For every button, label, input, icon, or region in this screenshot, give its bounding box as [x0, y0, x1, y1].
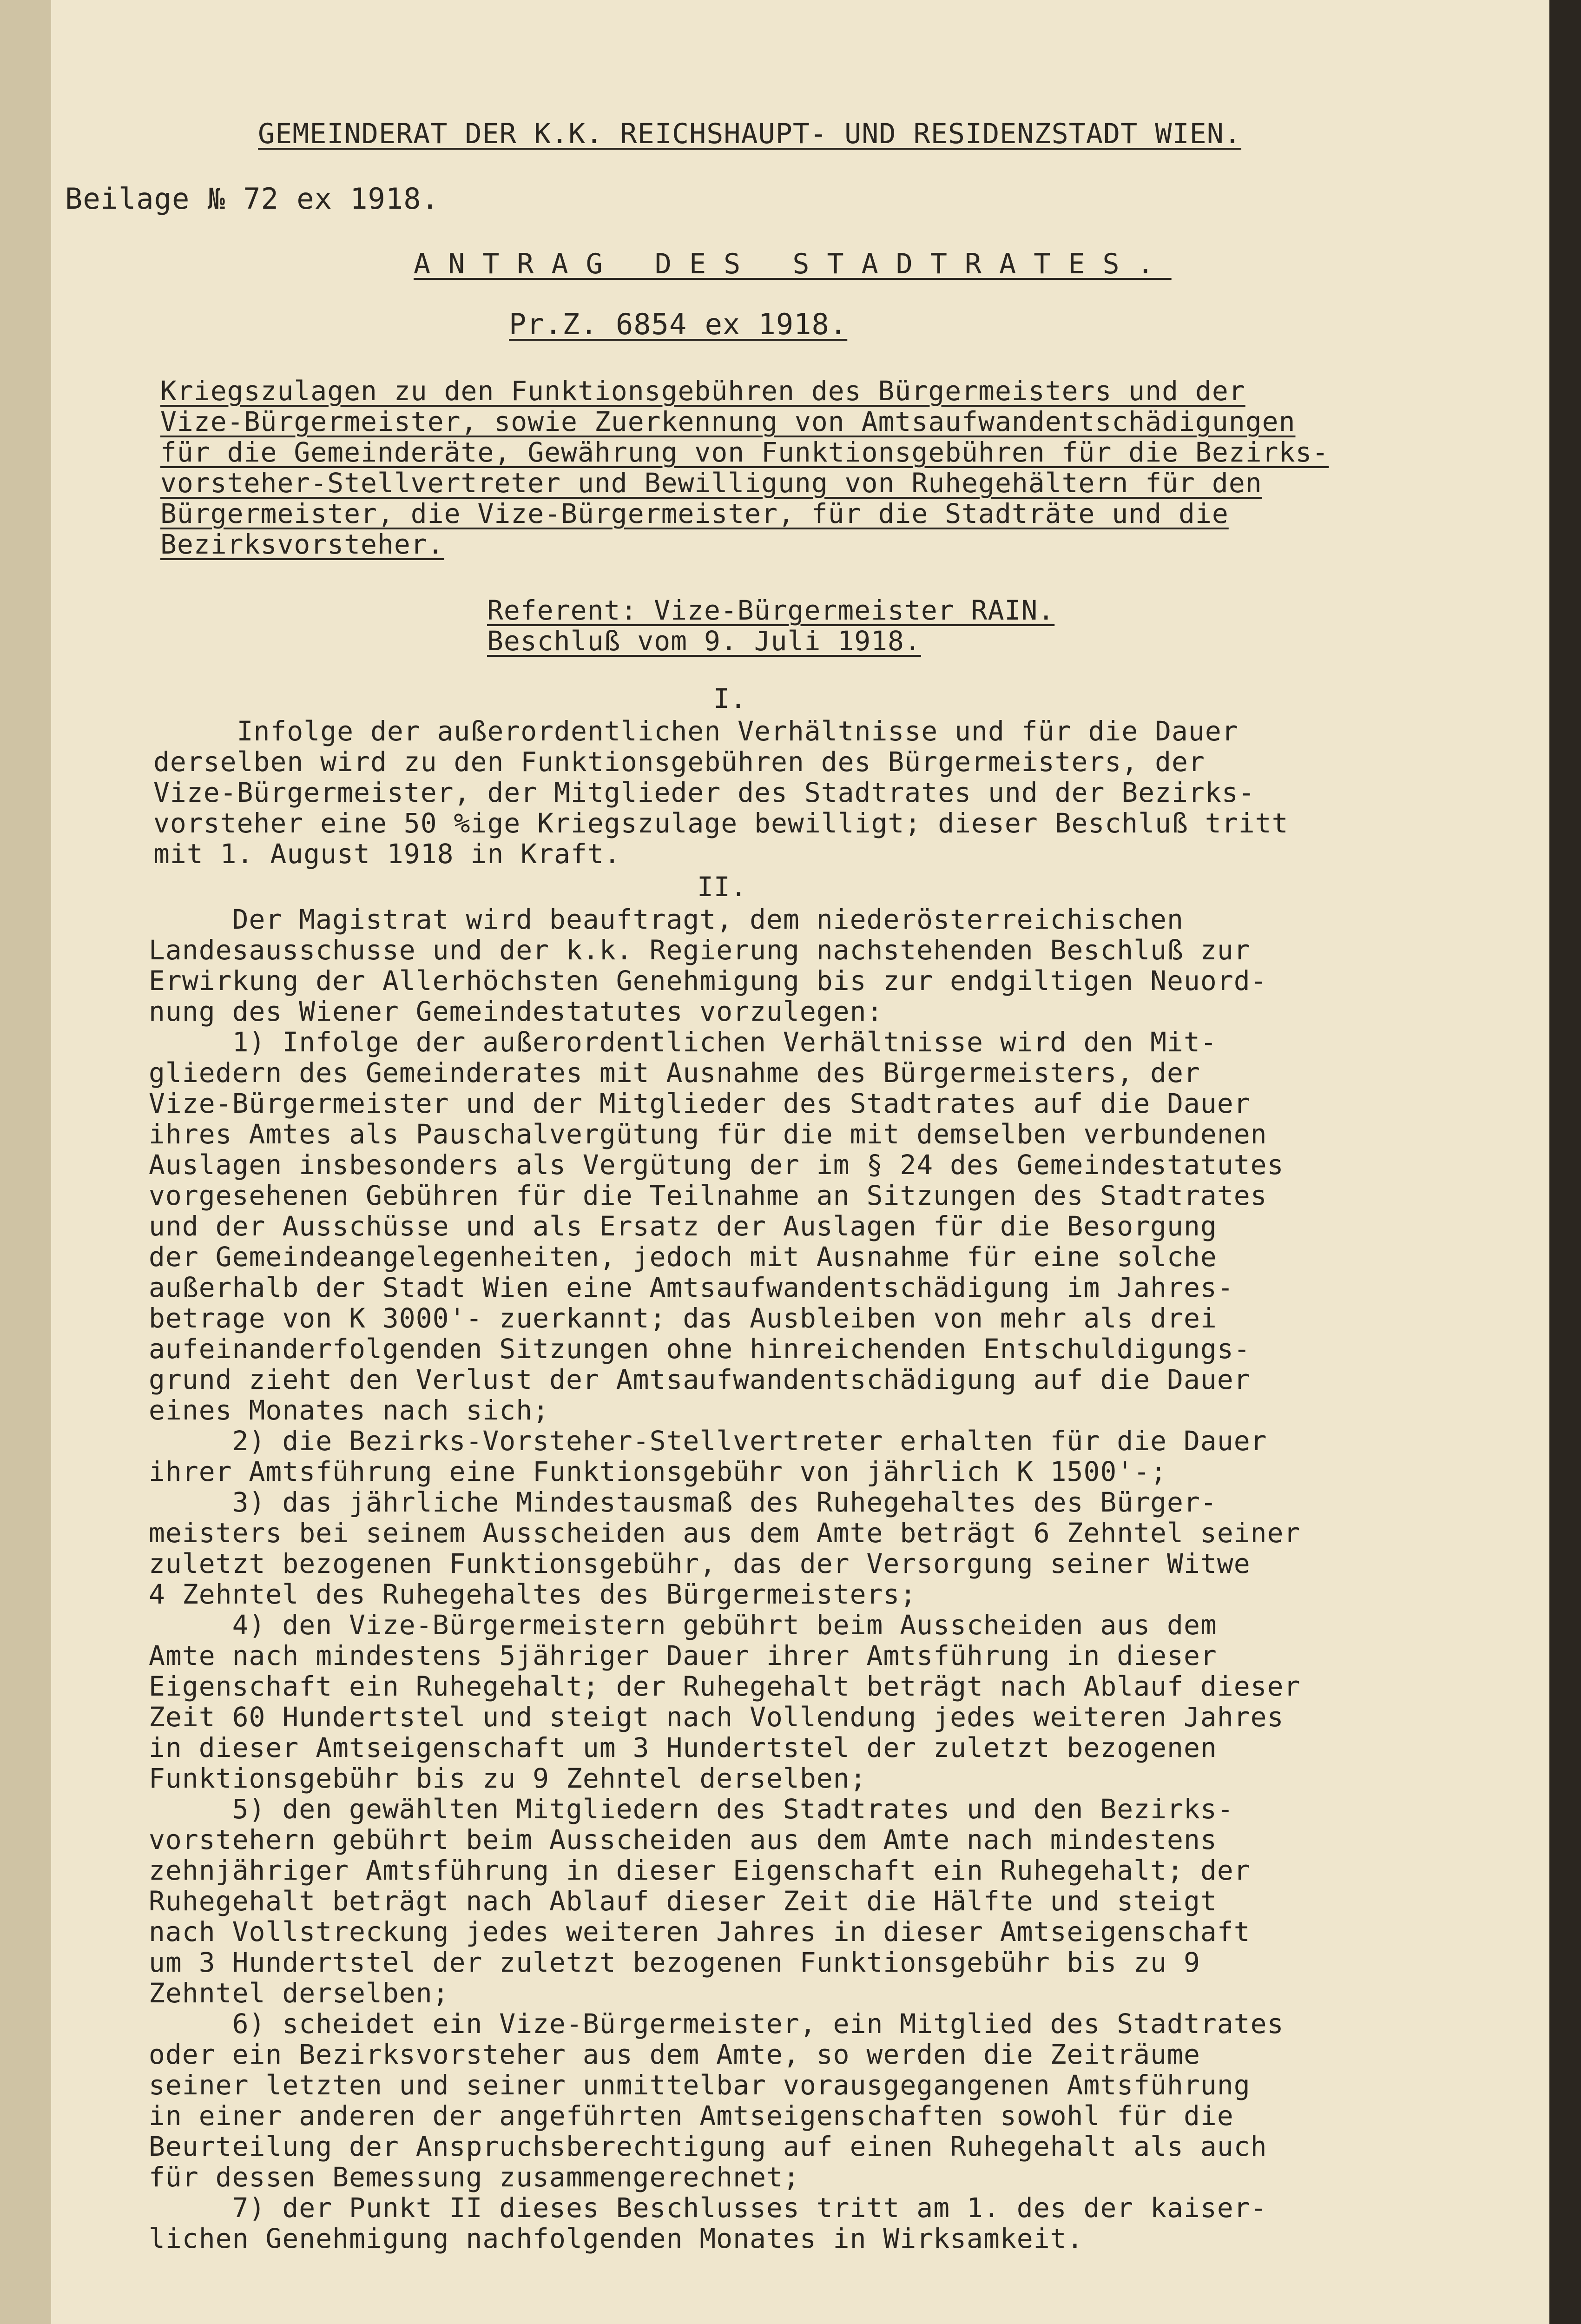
text-line: vorgesehenen Gebühren für die Teilnahme an Sitzungen des Stadtrates [149, 1180, 1267, 1211]
text-line: Landesausschusse und der k.k. Regierung nachstehenden Beschluß zur [149, 934, 1251, 966]
text-line: in einer anderen der angeführten Amtseigenschaften sowohl für die [149, 2100, 1234, 2132]
text-line: derselben wird zu den Funktionsgebühren des Bürgermeisters, der [153, 746, 1205, 778]
text-line: mit 1. August 1918 in Kraft. [153, 838, 621, 870]
text-line: vorstehern gebührt beim Ausscheiden aus dem Amte nach mindestens [149, 1824, 1217, 1855]
text-line: 7) der Punkt II dieses Beschlusses tritt am 1. des der kaiser- [149, 2192, 1267, 2224]
text-line: Der Magistrat wird beauftragt, dem niederösterreichischen [149, 904, 1184, 935]
text-line: 3) das jährliche Mindestausmaß des Ruhegehaltes des Bürger- [149, 1486, 1217, 1518]
text-line: Erwirkung der Allerhöchsten Genehmigung bis zur endgiltigen Neuord- [149, 965, 1267, 997]
text-line: nach Vollstreckung jedes weiteren Jahres in dieser Amtseigenschaft [149, 1916, 1251, 1948]
text-line: nung des Wiener Gemeindestatutes vorzulegen: [149, 996, 883, 1027]
text-line: der Gemeindeangelegenheiten, jedoch mit Ausnahme für eine solche [149, 1241, 1217, 1273]
text-line: Zeit 60 Hundertstel und steigt nach Vollendung jedes weiteren Jahres [149, 1701, 1284, 1733]
text-line: zuletzt bezogenen Funktionsgebühr, das der Versorgung seiner Witwe [149, 1548, 1251, 1579]
text-line: 2) die Bezirks-Vorsteher-Stellvertreter erhalten für die Dauer [149, 1425, 1267, 1457]
text-line: Eigenschaft ein Ruhegehalt; der Ruhegehalt beträgt nach Ablauf dieser [149, 1670, 1301, 1702]
referent-line: Referent: Vize-Bürgermeister RAIN. [487, 594, 1055, 626]
text-line: grund zieht den Verlust der Amtsaufwandentschädigung auf die Dauer [149, 1364, 1251, 1395]
text-line: betrage von K 3000'- zuerkannt; das Ausbleiben von mehr als drei [149, 1302, 1217, 1334]
text-line: Beurteilung der Anspruchsberechtigung auf einen Ruhegehalt als auch [149, 2131, 1267, 2162]
text-line: vorsteher eine 50 %ige Kriegszulage bewilligt; dieser Beschluß tritt [153, 807, 1289, 839]
text-line: außerhalb der Stadt Wien eine Amtsaufwandentschädigung im Jahres- [149, 1272, 1234, 1303]
beilage-line: Beilage № 72 ex 1918. [65, 182, 439, 216]
section-one-numeral: I. [713, 683, 747, 714]
antrag-heading: ANTRAG DES STADTRATES. [414, 248, 1172, 280]
section-two-numeral: II. [697, 871, 747, 903]
subject-line: für die Gemeinderäte, Gewährung von Funktionsgebühren für die Bezirks- [160, 436, 1329, 468]
text-line: meisters bei seinem Ausscheiden aus dem Amte beträgt 6 Zehntel seiner [149, 1517, 1301, 1549]
text-line: 4 Zehntel des Ruhegehaltes des Bürgermeisters; [149, 1578, 917, 1610]
text-line: lichen Genehmigung nachfolgenden Monates in Wirksamkeit. [149, 2223, 1084, 2254]
text-line: ihrer Amtsführung eine Funktionsgebühr von jährlich K 1500'-; [149, 1456, 1167, 1487]
text-line: und der Ausschüsse und als Ersatz der Auslagen für die Besorgung [149, 1210, 1217, 1242]
text-line: 6) scheidet ein Vize-Bürgermeister, ein Mitglied des Stadtrates [149, 2008, 1284, 2040]
text-line: oder ein Bezirksvorsteher aus dem Amte, so werden die Zeiträume [149, 2039, 1200, 2070]
text-line: um 3 Hundertstel der zuletzt bezogenen Funktionsgebühr bis zu 9 [149, 1947, 1200, 1978]
subject-line: Bezirksvorsteher. [160, 528, 444, 560]
subject-line: Vize-Bürgermeister, sowie Zuerkennung von Amtsaufwandentschädigungen [160, 406, 1296, 437]
text-line: Funktionsgebühr bis zu 9 Zehntel derselben; [149, 1763, 867, 1794]
text-line: Vize-Bürgermeister, der Mitglieder des Stadtrates und der Bezirks- [153, 777, 1255, 808]
prz-line: Pr.Z. 6854 ex 1918. [509, 307, 848, 341]
text-line: Zehntel derselben; [149, 1977, 449, 2009]
council-heading: GEMEINDERAT DER K.K. REICHSHAUPT- UND RESIDENZSTADT WIEN. [258, 118, 1242, 150]
text-line: eines Monates nach sich; [149, 1394, 550, 1426]
text-line: in dieser Amtseigenschaft um 3 Hundertstel der zuletzt bezogenen [149, 1732, 1217, 1763]
text-line: Ruhegehalt beträgt nach Ablauf dieser Zeit die Hälfte und steigt [149, 1885, 1217, 1917]
section-one-body [153, 716, 1289, 869]
text-line: für dessen Bemessung zusammengerechnet; [149, 2161, 800, 2193]
text-line: ihres Amtes als Pauschalvergütung für die mit demselben verbundenen [149, 1118, 1267, 1150]
left-page-edge [0, 0, 51, 2324]
text-line: zehnjähriger Amtsführung in dieser Eigenschaft ein Ruhegehalt; der [149, 1855, 1251, 1886]
beschluss-line: Beschluß vom 9. Juli 1918. [487, 625, 921, 657]
text-line: Auslagen insbesonders als Vergütung der im § 24 des Gemeindestatutes [149, 1149, 1284, 1181]
text-line: aufeinanderfolgenden Sitzungen ohne hinreichenden Entschuldigungs- [149, 1333, 1251, 1365]
subject-line: Bürgermeister, die Vize-Bürgermeister, für die Stadträte und die [160, 498, 1229, 529]
text-line: seiner letzten und seiner unmittelbar vorausgegangenen Amtsführung [149, 2069, 1251, 2101]
section-two-body [149, 904, 1300, 2254]
text-line: Infolge der außerordentlichen Verhältnisse und für die Dauer [153, 715, 1238, 747]
text-line: Vize-Bürgermeister und der Mitglieder des Stadtrates auf die Dauer [149, 1088, 1251, 1119]
text-line: 4) den Vize-Bürgermeistern gebührt beim Ausscheiden aus dem [149, 1609, 1217, 1641]
subject-line: Kriegszulagen zu den Funktionsgebühren des Bürgermeisters und der [160, 375, 1245, 407]
text-line: Amte nach mindestens 5jähriger Dauer ihrer Amtsführung in dieser [149, 1640, 1217, 1671]
subject-line: vorsteher-Stellvertreter und Bewilligung von Ruhegehältern für den [160, 467, 1262, 499]
text-line: gliedern des Gemeinderates mit Ausnahme des Bürgermeisters, der [149, 1057, 1200, 1089]
text-line: 5) den gewählten Mitgliedern des Stadtrates und den Bezirks- [149, 1793, 1234, 1825]
text-line: 1) Infolge der außerordentlichen Verhältnisse wird den Mit- [149, 1026, 1217, 1058]
